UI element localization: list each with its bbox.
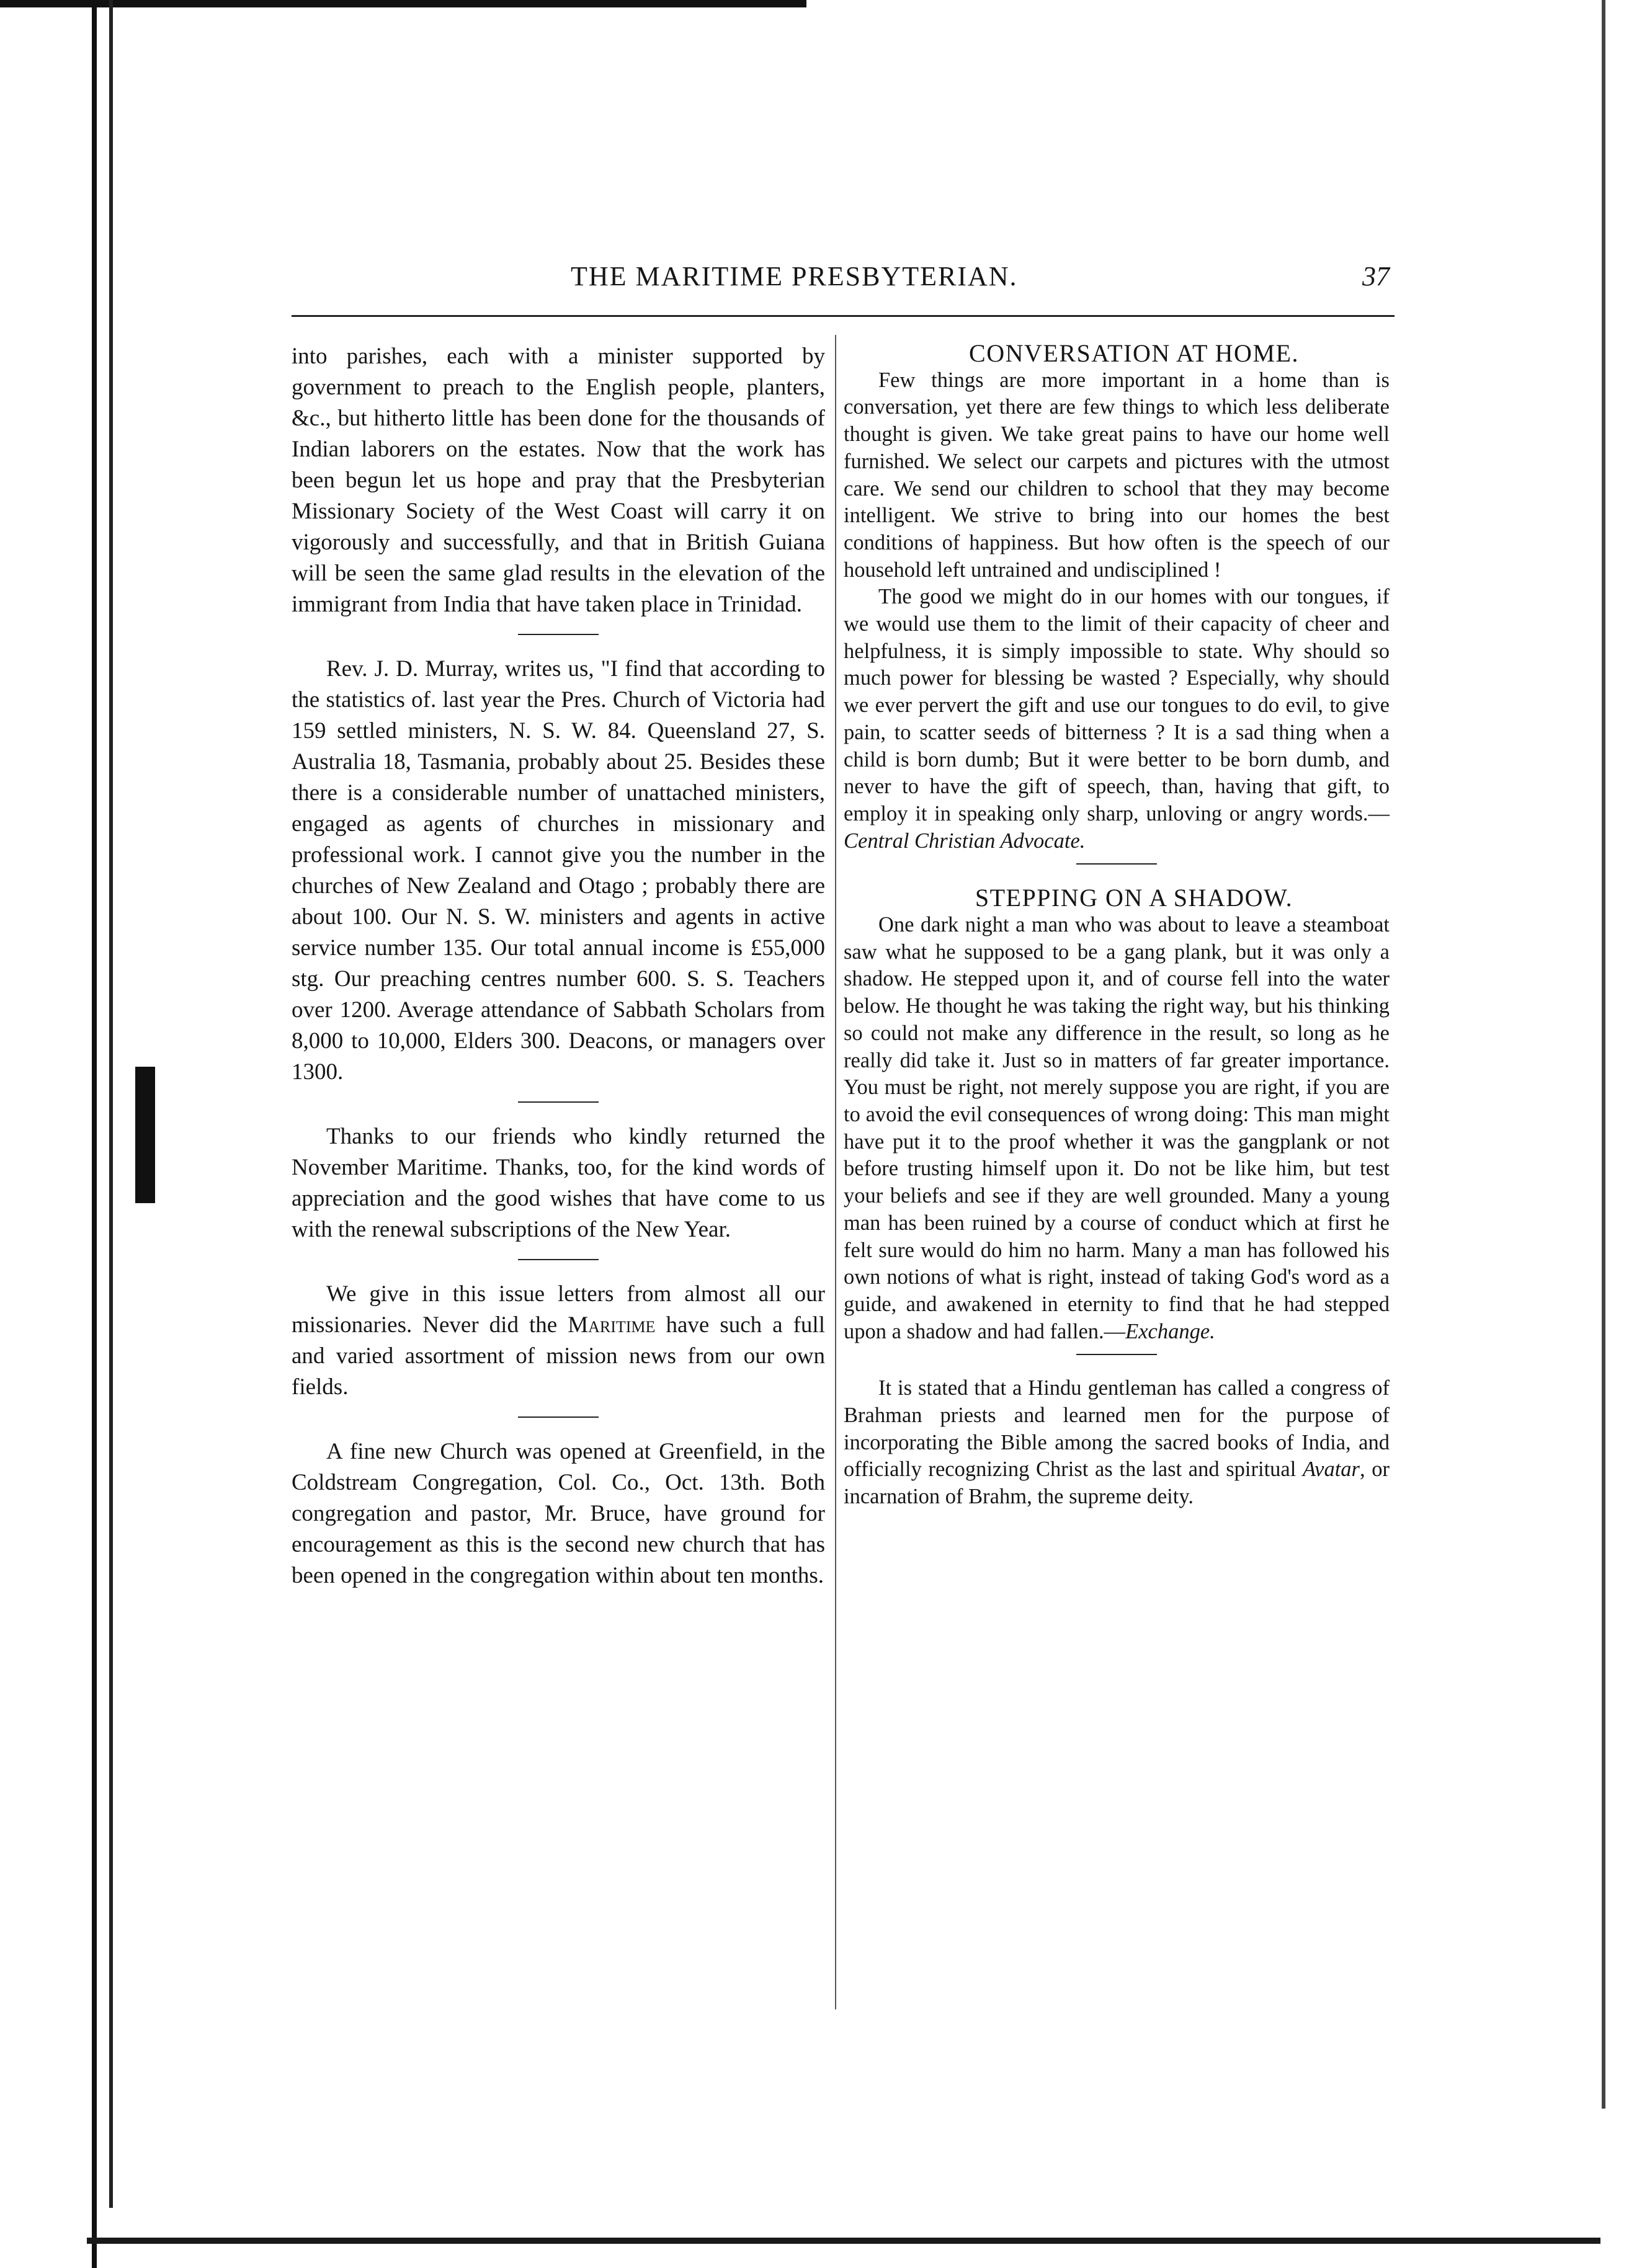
column-divider [835, 335, 836, 2009]
header-rule [292, 315, 1395, 317]
separator-rule [1076, 1354, 1157, 1355]
paragraph-greenfield-church: A fine new Church was opened at Greenfield, in the Coldstream Congregation, Col. Co., Oct. 13th. Both congregation and pastor, Mr. Bruce, have ground for encouragement as this is the second new church that has been opened in the congregation within about ten months. [292, 1439, 825, 1588]
left-column [292, 341, 825, 1591]
paragraph-shadow [844, 912, 1390, 1345]
credit-central-christian-advocate: Central Christian Advocate. [844, 829, 1086, 853]
avatar-italic: Avatar [1302, 1457, 1360, 1482]
paragraph-hindu-congress [844, 1375, 1390, 1511]
paragraph-murray-statistics: Rev. J. D. Murray, writes us, "I find that according to the statistics of. last year the Pres. Church of Victoria had 159 settled ministers, N. S. W. 84. Queensland 27, S. Australia 18, Tasmania, probably about 25. Besides these there is a considerable number of unattached ministers, engaged as agents of churches in missionary and professional work. I cannot give you the number in the churches of New Zealand and Otago ; probably there are about 100. Our N. S. W. ministers and agents in active service number 135. Our total annual income is £55,000 stg. Our preaching centres number 600. S. S. Teachers over 1200. Average attendance of Sabbath Scholars from 8,000 to 10,000, Elders 300. Deacons, or managers over 1300. [292, 656, 825, 1085]
separator-rule [518, 634, 599, 635]
maritime-smallcaps: Maritime [568, 1312, 656, 1338]
scan-border-top [0, 0, 806, 7]
text-fragment: The good we might do in our homes with our tongues, if we would use them to the limit of their capacity of cheer and helpfulness, it is simply impossible to state. Why should so much power for blessing be wasted ? Especially, why should we ever pervert the gift and use our tongues to do evil, to give pain, to scatter seeds of bitterness ? It is a sad thing when a child is born dumb; But it were better to be born dumb, and never to have the gift of speech, than, having that gift, to employ it in speaking only sharp, unloving or angry words.— [844, 585, 1390, 825]
text-fragment: We give in this issue letters from almost all our missionaries. Never did the [292, 1281, 825, 1338]
paragraph-conversation-1: Few things are more important in a home than is conversation, yet there are few things to which less deliberate thought is given. We take great pains to have our home well furnished. We select our carpets and pictures with the utmost care. We send our children to school that they may become intelligent. We strive to bring into our homes the best conditions of happiness. But how often is the speech of our household left untrained and undisciplined ! [844, 368, 1390, 582]
text-fragment: have such a full and varied assortment of mission news from our own fields. [292, 1312, 825, 1400]
scan-border-bottom [87, 2238, 1600, 2244]
heading-stepping-on-shadow: STEPPING ON A SHADOW. [975, 884, 1293, 912]
credit-exchange: Exchange. [1125, 1319, 1215, 1343]
text-fragment: It is stated that a Hindu gentleman has called a congress of Brahman priests and learned men for the purpose of incorporating the Bible among the sacred books of India, and officially recognizing Christ as the last and spiritual [844, 1376, 1390, 1482]
page-number: 37 [1362, 261, 1390, 291]
paragraph-thanks: Thanks to our friends who kindly returned the November Maritime. Thanks, too, for the kind words of appreciation and the good wishes that have come to us with the renewal subscriptions of the New Year. [292, 1124, 825, 1242]
separator-rule [518, 1416, 599, 1418]
paragraph-missionary-letters [292, 1279, 825, 1403]
heading-conversation: CONVERSATION AT HOME. [969, 339, 1299, 367]
paragraph-conversation-2 [844, 584, 1390, 855]
scan-binding-mark [135, 1067, 155, 1203]
scan-border-right [1602, 0, 1605, 2109]
text-fragment: One dark night a man who was about to leave a steamboat saw what he supposed to be a gang plank, but it was only a shadow. He stepped upon it, and of course fell into the water below. He thought he was taking the right way, but his thinking so could not make any difference in the result, so long as he really did take it. Just so in matters of far greater importance. You must be right, not merely suppose you are right, if you are to avoid the evil consequences of wrong doing: This man might have put it to the proof whether it was the gangplank or not before trusting himself upon it. Do not be like him, but test your beliefs and see if they are well grounded. Many a young man has been ruined by a course of conduct which at first he felt sure would do him no harm. Many a man has followed his own notions of what is right, instead of taking God's word as a guide, and awakened in eternity to find that he had stepped upon a shadow and had fallen.— [844, 913, 1390, 1343]
scan-border-left-inner [109, 0, 113, 2208]
separator-rule [518, 1101, 599, 1103]
right-column [844, 340, 1390, 1511]
paragraph-british-guiana: into parishes, each with a minister supported by government to preach to the English people, planters, &c., but hitherto little has been done for the thousands of Indian laborers on the estates. Now that the work has been begun let us hope and pray that the Presbyterian Missionary Society of the West Coast will carry it on vigorously and successfully, and that in British Guiana will be seen the same glad results in the elevation of the immigrant from India that have taken place in Trinidad. [292, 344, 825, 617]
separator-rule [1076, 863, 1157, 865]
text-fragment: , or incarnation of Brahm, the supreme deity. [844, 1457, 1390, 1509]
running-title: THE MARITIME PRESBYTERIAN. [571, 261, 1018, 291]
separator-rule [518, 1259, 599, 1260]
scan-border-left [92, 0, 97, 2268]
